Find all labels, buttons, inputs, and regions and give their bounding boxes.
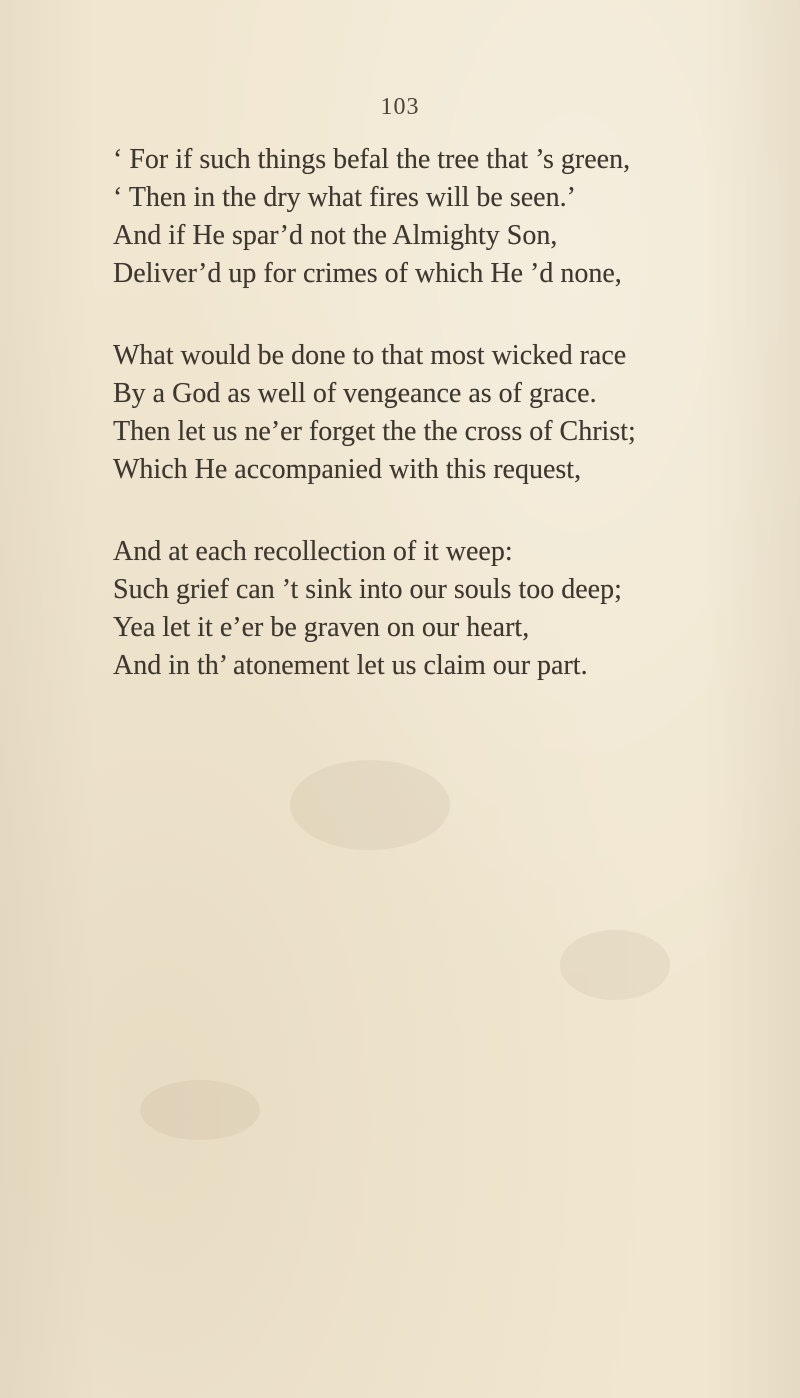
poem-line: What would be done to that most wicked race	[113, 340, 627, 371]
poem-line: ‘ Then in the dry what fires will be seen.’	[113, 182, 576, 213]
poem-line: Which He accompanied with this request,	[113, 454, 582, 485]
poem-line: And if He spar’d not the Almighty Son,	[113, 220, 558, 251]
poem-line: And in th’ atonement let us claim our part.	[113, 650, 588, 681]
poem-line: ‘ For if such things befal the tree that ’s green,	[113, 144, 631, 175]
poem-line: And at each recollection of it weep:	[113, 536, 513, 567]
poem-line: Then let us ne’er forget the the cross of Christ;	[113, 416, 636, 447]
poem-line: Deliver’d up for crimes of which He ’d none,	[113, 258, 622, 289]
poem-line: Such grief can ’t sink into our souls too deep;	[113, 574, 622, 605]
poem-line: By a God as well of vengeance as of grace.	[113, 378, 597, 409]
paper-stain	[290, 760, 450, 850]
poem-line: Yea let it e’er be graven on our heart,	[113, 612, 530, 643]
paper-stain	[560, 930, 670, 1000]
page-number: 103	[380, 94, 420, 120]
paper-stain	[140, 1080, 260, 1140]
